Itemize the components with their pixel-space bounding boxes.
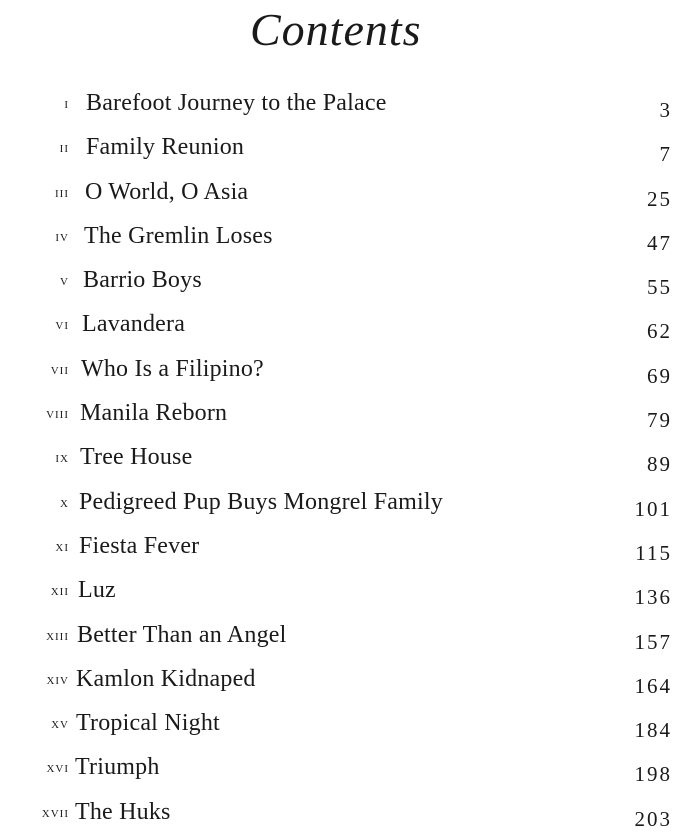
chapter-title: Triumph [75,754,160,781]
page-number: 184 [634,718,672,743]
page-number: 164 [634,673,672,698]
chapter-numeral: viii [46,406,69,423]
chapter-numeral: xvi [46,760,69,777]
table-of-contents [0,86,682,839]
chapter-title: Kamlon Kidnaped [76,665,256,692]
toc-row[interactable] [0,573,682,617]
page-number: 157 [634,629,672,654]
toc-row[interactable] [0,485,682,529]
toc-row[interactable] [0,440,682,484]
chapter-numeral: x [60,494,69,511]
chapter-title: The Gremlin Loses [84,222,273,249]
toc-row[interactable] [0,529,682,573]
toc-row[interactable] [0,175,682,219]
toc-row[interactable] [0,130,682,174]
chapter-title: Pedigreed Pup Buys Mongrel Family [79,488,443,515]
page-number: 47 [647,230,672,255]
chapter-numeral: xi [55,538,69,555]
page-number: 3 [659,98,672,122]
chapter-title: O World, O Asia [85,178,249,205]
chapter-title: Luz [78,577,116,604]
chapter-numeral: ii [59,140,69,157]
toc-row[interactable] [0,396,682,440]
toc-row[interactable] [0,750,682,794]
page-number: 55 [647,275,672,300]
chapter-numeral: v [60,273,69,290]
chapter-numeral: vii [50,361,69,378]
chapter-title: Barrio Boys [83,267,202,294]
chapter-numeral: xii [50,583,69,600]
chapter-numeral: vi [55,317,69,334]
chapter-numeral: xiii [46,627,69,644]
page-number: 69 [647,363,672,388]
page-number: 7 [659,142,672,167]
chapter-title: Fiesta Fever [79,532,200,559]
chapter-title: Better Than an Angel [77,621,287,648]
chapter-title: Family Reunion [86,134,245,161]
chapter-numeral: iv [55,228,69,245]
page-number: 62 [647,319,672,344]
page-number: 89 [647,452,672,477]
chapter-title: Who Is a Filipino? [81,355,264,382]
toc-row[interactable] [0,618,682,662]
toc-row[interactable] [0,86,682,130]
page-number: 25 [647,186,672,211]
chapter-title: Barefoot Journey to the Palace [86,90,387,116]
page-title: Contents [250,4,422,55]
chapter-numeral: xiv [46,671,69,688]
chapter-title: Lavandera [82,311,186,338]
chapter-numeral: ix [55,450,69,467]
page-number: 198 [634,762,672,787]
chapter-title: Manila Reborn [80,400,228,427]
chapter-numeral: i [64,96,69,112]
toc-row[interactable] [0,263,682,307]
page-number: 136 [634,585,672,610]
chapter-title: Tree House [80,444,193,471]
chapter-numeral: xv [51,716,69,733]
toc-row[interactable] [0,662,682,706]
chapter-numeral: iii [55,184,69,201]
page-number: 101 [634,496,672,521]
chapter-title: The Huks [75,798,171,825]
chapter-numeral: xvii [41,804,69,821]
page-number: 79 [647,408,672,433]
toc-row[interactable] [0,706,682,750]
toc-row[interactable] [0,352,682,396]
page-number: 115 [635,540,672,565]
chapter-title: Tropical Night [76,710,220,737]
toc-row[interactable] [0,219,682,263]
toc-row[interactable] [0,307,682,351]
page-number: 203 [634,806,672,831]
toc-row[interactable] [0,795,682,839]
